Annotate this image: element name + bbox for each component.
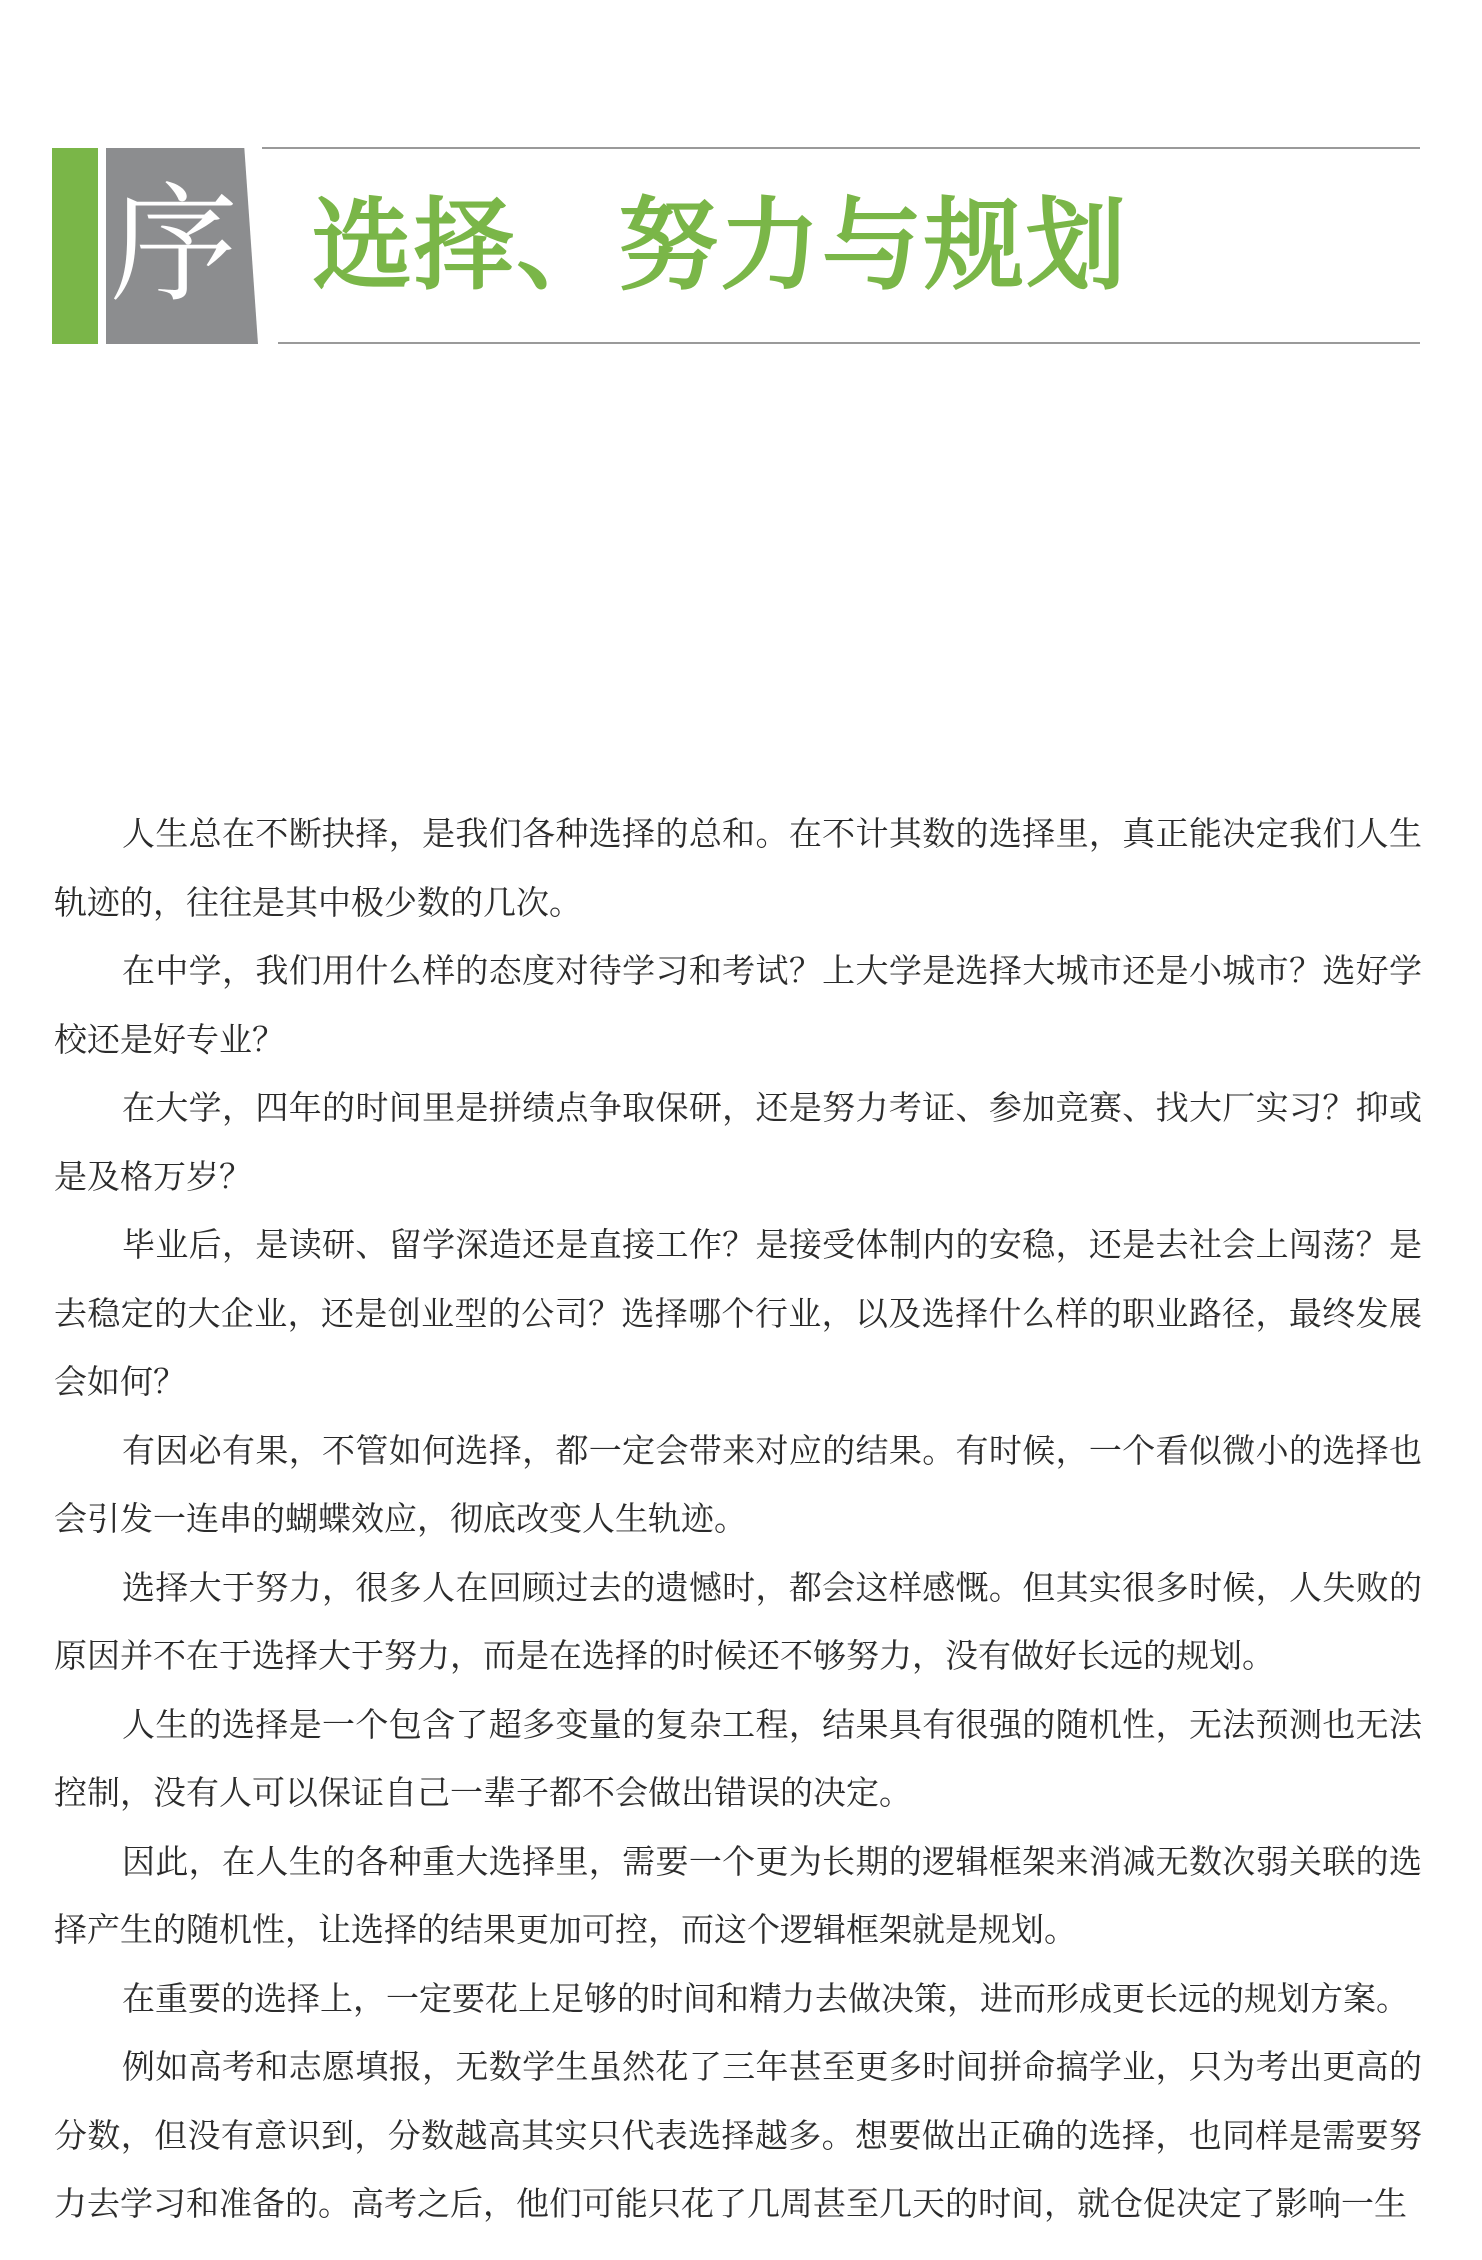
preface-badge-char: 序 bbox=[109, 171, 238, 320]
chapter-header bbox=[0, 0, 1482, 360]
body-text bbox=[54, 800, 1422, 2239]
header-rule-top bbox=[262, 147, 1420, 149]
paragraph: 人生总在不断抉择，是我们各种选择的总和。在不计其数的选择里，真正能决定我们人生轨迹的，往往是其中极少数的几次。 bbox=[54, 814, 1422, 922]
paragraph: 在重要的选择上，一定要花上足够的时间和精力去做决策，进而形成更长远的规划方案。 bbox=[122, 1978, 1409, 2018]
paragraph: 选择大于努力，很多人在回顾过去的遗憾时，都会这样感慨。但其实很多时候，人失败的原因并不在于选择大于努力，而是在选择的时候还不够努力，没有做好长远的规划。 bbox=[54, 1567, 1422, 1675]
green-accent-bar bbox=[52, 148, 98, 344]
header-rule-bottom bbox=[278, 342, 1420, 344]
paragraph: 因此，在人生的各种重大选择里，需要一个更为长期的逻辑框架来消减无数次弱关联的选择产生的随机性，让选择的结果更加可控，而这个逻辑框架就是规划。 bbox=[54, 1841, 1422, 1949]
paragraph: 有因必有果，不管如何选择，都一定会带来对应的结果。有时候，一个看似微小的选择也会引发一连串的蝴蝶效应，彻底改变人生轨迹。 bbox=[54, 1430, 1422, 1538]
paragraph: 例如高考和志愿填报，无数学生虽然花了三年甚至更多时间拼命搞学业，只为考出更高的分数，但没有意识到，分数越高其实只代表选择越多。想要做出正确的选择，也同样是需要努力去学习和准备的。高考之后，他们可能只花了几周甚至几天的时间，就仓促决定了影响一生 bbox=[54, 2047, 1422, 2223]
paragraph: 在中学，我们用什么样的态度对待学习和考试？上大学是选择大城市还是小城市？选好学校还是好专业？ bbox=[54, 951, 1422, 1059]
chapter-title: 选择、努力与规划 bbox=[312, 187, 1128, 304]
paragraph: 在大学，四年的时间里是拼绩点争取保研，还是努力考证、参加竞赛、找大厂实习？抑或是及格万岁？ bbox=[54, 1088, 1422, 1196]
paragraph: 人生的选择是一个包含了超多变量的复杂工程，结果具有很强的随机性，无法预测也无法控制，没有人可以保证自己一辈子都不会做出错误的决定。 bbox=[54, 1704, 1422, 1812]
paragraph: 毕业后，是读研、留学深造还是直接工作？是接受体制内的安稳，还是去社会上闯荡？是去稳定的大企业，还是创业型的公司？选择哪个行业，以及选择什么样的职业路径，最终发展会如何？ bbox=[54, 1225, 1422, 1401]
